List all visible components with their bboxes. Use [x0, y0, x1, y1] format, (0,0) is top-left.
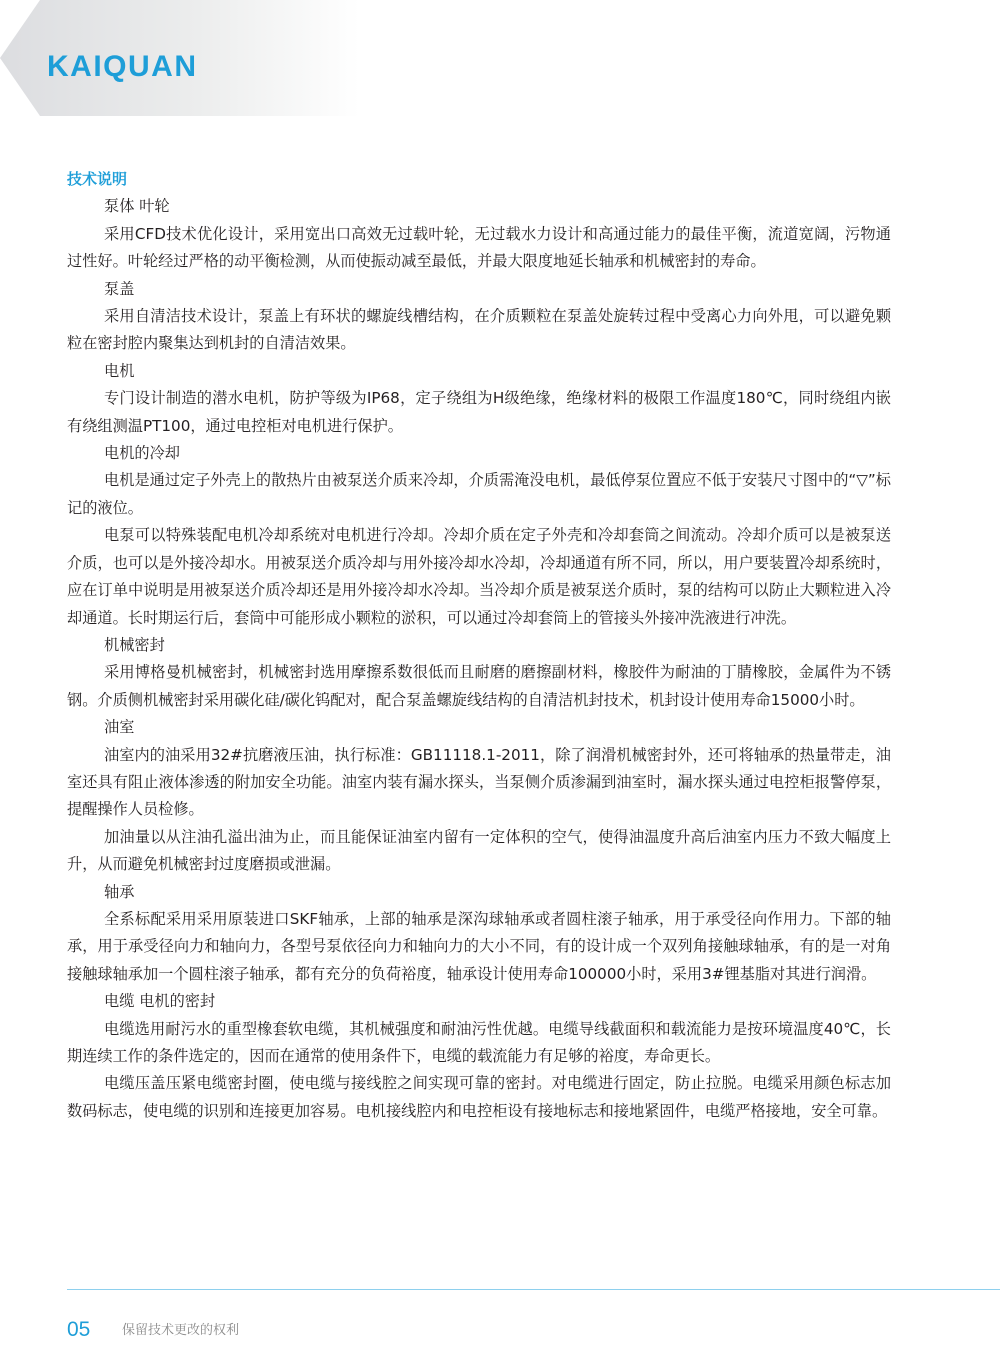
paragraph-bearing: 全系标配采用采用原装进口SKF轴承，上部的轴承是深沟球轴承或者圆柱滚子轴承，用于承受径向作用力。下部的轴承，用于承受径向力和轴向力，各型号泵依径向力和轴向力的大小不同，有的设计成一个双列角接触球轴承，有的是一对角接触球轴承加一个圆柱滚子轴承，都有充分的负荷裕度，轴承设计使用寿命100000小时，采用3#锂基脂对其进行润滑。 — [67, 909, 891, 983]
section-title: 技术说明 — [67, 170, 128, 188]
paragraph-motor: 专门设计制造的潜水电机，防护等级为IP68，定子绕组为H级绝缘，绝缘材料的极限工作温度180℃，同时绕组内嵌有绕组测温PT100，通过电控柜对电机进行保护。 — [67, 389, 891, 435]
paragraph-cable-2: 电缆压盖压紧电缆密封圈，使电缆与接线腔之间实现可靠的密封。对电缆进行固定，防止拉脱。电缆采用颜色标志加数码标志，使电缆的识别和连接更加容易。电机接线腔内和电控柜设有接地标志和接地紧固件，电缆严格接地，安全可靠。 — [67, 1074, 891, 1120]
subhead-motor-cooling: 电机的冷却 — [104, 444, 180, 463]
footer-divider — [67, 1289, 1000, 1290]
paragraph-motor-cooling-1: 电机是通过定子外壳上的散热片由被泵送介质来冷却，介质需淹没电机，最低停泵位置应不低于安装尺寸图中的“▽”标记的液位。 — [67, 471, 891, 517]
page-number: 05 — [67, 1318, 91, 1341]
paragraph-mechanical-seal: 采用博格曼机械密封，机械密封选用摩擦系数很低而且耐磨的磨擦副材料，橡胶件为耐油的丁腈橡胶，金属件为不锈钢。介质侧机械密封采用碳化硅/碳化钨配对，配合泵盖螺旋线结构的自清洁机封技术，机封设计使用寿命15000小时。 — [67, 663, 891, 709]
subhead-mechanical-seal: 机械密封 — [104, 635, 165, 654]
brand-logo: KAIQUAN — [47, 50, 198, 83]
document-body — [67, 166, 891, 1125]
paragraph-oil-chamber-1: 油室内的油采用32#抗磨液压油，执行标准：GB11118.1-2011，除了润滑机械密封外，还可将轴承的热量带走，油室还具有阻止液体渗透的附加安全功能。油室内装有漏水探头，当泵侧介质渗漏到油室时，漏水探头通过电控柜报警停泵，提醒操作人员检修。 — [67, 745, 891, 819]
subhead-pump-cover: 泵盖 — [104, 279, 135, 298]
paragraph-pump-cover: 采用自清洁技术设计，泵盖上有环状的螺旋线槽结构，在介质颗粒在泵盖处旋转过程中受离心力向外甩，可以避免颗粒在密封腔内聚集达到机封的自清洁效果。 — [67, 307, 891, 353]
subhead-oil-chamber: 油室 — [104, 718, 135, 737]
paragraph-cable-1: 电缆选用耐污水的重型橡套软电缆，其机械强度和耐油污性优越。电缆导线截面积和载流能力是按环境温度40℃，长期连续工作的条件选定的，因而在通常的使用条件下，电缆的载流能力有足够的裕度，寿命更长。 — [67, 1019, 891, 1065]
subhead-bearing: 轴承 — [104, 882, 135, 901]
paragraph-oil-chamber-2: 加油量以从注油孔溢出油为止，而且能保证油室内留有一定体积的空气，使得油温度升高后油室内压力不致大幅度上升，从而避免机械密封过度磨损或泄漏。 — [67, 827, 891, 874]
subhead-motor: 电机 — [104, 361, 135, 380]
paragraph-motor-cooling-2: 电泵可以特殊装配电机冷却系统对电机进行冷却。冷却介质在定子外壳和冷却套筒之间流动。冷却介质可以是被泵送介质，也可以是外接冷却水。用被泵送介质冷却与用外接冷却水冷却，冷却通道有所不同，所以，用户要装置冷却系统时，应在订单中说明是用被泵送介质冷却还是用外接冷却水冷却。当冷却介质是被泵送介质时，泵的结构可以防止大颗粒进入冷却通道。长时期运行后，套筒中可能形成小颗粒的淤积，可以通过冷却套筒上的管接头外接冲洗液进行冲洗。 — [67, 526, 891, 627]
subhead-cable-seal: 电缆 电机的密封 — [104, 992, 216, 1011]
footer-note: 保留技术更改的权利 — [122, 1323, 240, 1338]
subhead-impeller: 泵体 叶轮 — [104, 197, 170, 216]
paragraph-impeller: 采用CFD技术优化设计，采用宽出口高效无过载叶轮，无过载水力设计和高通过能力的最佳平衡，流道宽阔，污物通过性好。叶轮经过严格的动平衡检测，从而使振动减至最低，并最大限度地延长轴承和机械密封的寿命。 — [67, 224, 891, 271]
